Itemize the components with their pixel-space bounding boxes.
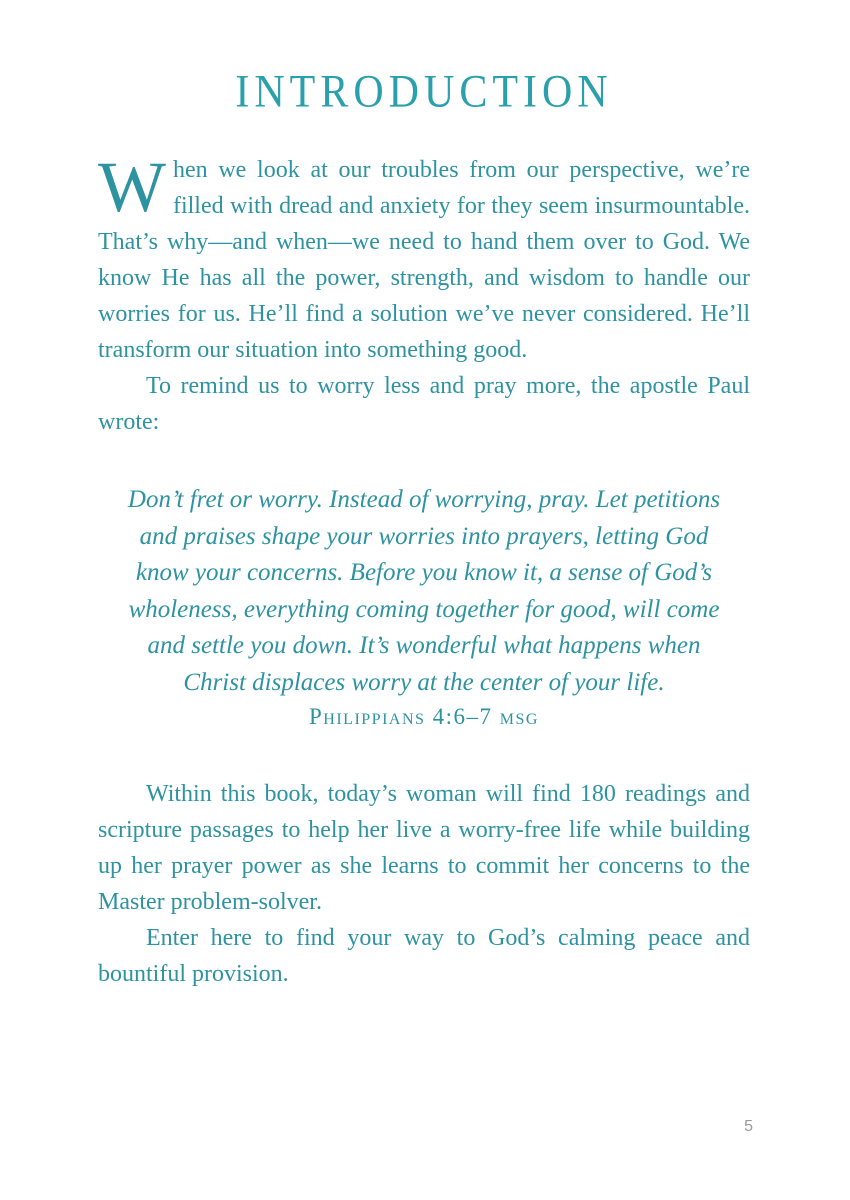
intro-paragraph-2: To remind us to worry less and pray more, the apostle Paul wrote: bbox=[98, 373, 750, 435]
page-number: 5 bbox=[744, 1118, 753, 1135]
scripture-line: and praises shape your worries into prayers, letting God bbox=[139, 522, 709, 550]
intro-paragraph-4: Enter here to find your way to God’s calming peace and bountiful provision. bbox=[98, 925, 750, 987]
scripture-line: Christ displaces worry at the center of your life. bbox=[183, 668, 665, 696]
intro-paragraph-1 bbox=[98, 147, 750, 368]
scripture-quote bbox=[98, 482, 750, 732]
page-title: INTRODUCTION bbox=[235, 66, 613, 118]
scripture-line: know your concerns. Before you know it, a sense of God’s bbox=[135, 559, 713, 586]
scripture-line: wholeness, everything coming together for good, will come bbox=[128, 595, 720, 623]
dropcap-w: W bbox=[98, 147, 166, 227]
intro-paragraph-3: Within this book, today’s woman will find 180 readings and scripture passages to help her live a worry-free life while building up her prayer power as she learns to commit her concerns to the Master problem-solver. bbox=[98, 781, 750, 915]
scripture-line: and settle you down. It’s wonderful what happens when bbox=[147, 632, 701, 659]
page-content bbox=[98, 0, 750, 992]
intro-paragraph-1-text: hen we look at our troubles from our perspective, we’re filled with dread and anxiety for they seem insurmountable. That’s why—and when—we need to hand them over to God. We know He has all the power, strength, and wisdom to handle our worries for us. He’ll find a solution we’ve never considered. He’ll transform our situation into something good. bbox=[98, 157, 750, 363]
scripture-line: Don’t fret or worry. Instead of worrying, pray. Let petitions bbox=[127, 486, 721, 513]
scripture-attribution: Philippians 4:6–7 msg bbox=[309, 704, 539, 729]
